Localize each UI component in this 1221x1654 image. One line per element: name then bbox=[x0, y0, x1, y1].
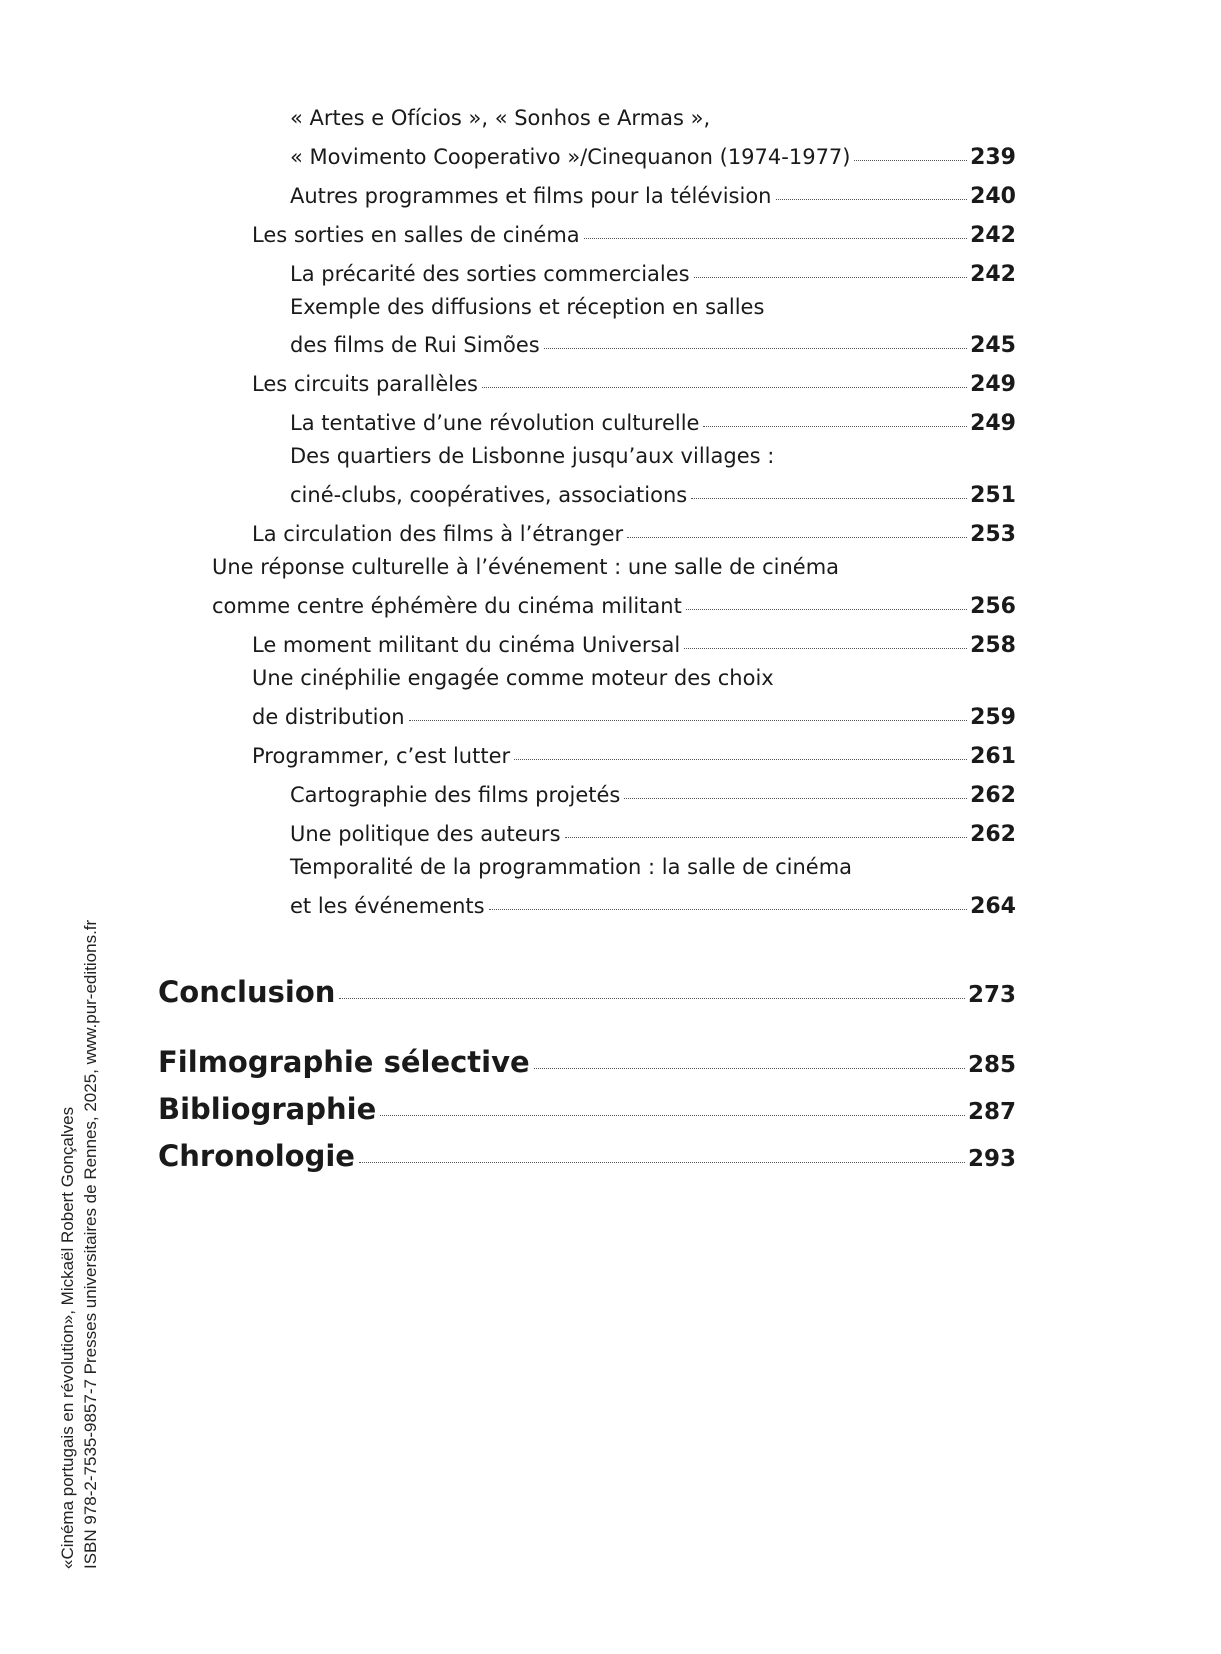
dot-leader bbox=[409, 720, 967, 721]
toc-entry-title: Temporalité de la programmation : la salle de cinéma bbox=[290, 855, 853, 879]
toc-entry bbox=[252, 705, 1016, 730]
toc-entry-title: Les circuits parallèles bbox=[252, 372, 478, 396]
toc-entry bbox=[290, 106, 1016, 130]
toc-entry-title: ciné-clubs, coopératives, associations bbox=[290, 483, 688, 507]
dot-leader bbox=[359, 1162, 965, 1163]
dot-leader bbox=[694, 277, 967, 278]
toc-entry-title: Les sorties en salles de cinéma bbox=[252, 223, 580, 247]
toc-entry-title: Chronologie bbox=[158, 1139, 355, 1173]
toc-entry bbox=[290, 894, 1016, 919]
toc-page-number: 242 bbox=[970, 262, 1016, 287]
toc-entry-title: des films de Rui Simões bbox=[290, 333, 540, 357]
toc-entry bbox=[290, 411, 1016, 436]
toc-page-number: 239 bbox=[970, 145, 1016, 170]
toc-entry-title: Programmer, c’est lutter bbox=[252, 744, 511, 768]
toc-entry-title: La précarité des sorties commerciales bbox=[290, 262, 690, 286]
toc-entry-title: La tentative d’une révolution culturelle bbox=[290, 411, 700, 435]
toc-entry bbox=[290, 333, 1016, 358]
toc-page-number: 259 bbox=[970, 705, 1016, 730]
dot-leader bbox=[627, 537, 967, 538]
dot-leader bbox=[565, 837, 968, 838]
dot-leader bbox=[776, 199, 968, 200]
toc-entry bbox=[290, 855, 1016, 879]
side-note-line-2: ISBN 978-2-7535-9857-7 Presses universitaires de Rennes, 2025, www.pur-editions.fr bbox=[81, 919, 100, 1569]
toc-entry-title: Conclusion bbox=[158, 975, 336, 1009]
dot-leader bbox=[534, 1068, 965, 1069]
toc-entry bbox=[252, 666, 1016, 690]
toc-page-number: 249 bbox=[970, 411, 1016, 436]
side-note-line-1: «Cinéma portugais en révolution», Mickaël Robert Gonçalves bbox=[58, 1106, 77, 1569]
toc-entry-title: Une politique des auteurs bbox=[290, 822, 561, 846]
toc-entry-title: de distribution bbox=[252, 705, 405, 729]
toc-entry-title: « Movimento Cooperativo »/Cinequanon (1974-1977) bbox=[290, 145, 851, 169]
dot-leader bbox=[489, 909, 968, 910]
toc-page-number: 262 bbox=[970, 822, 1016, 847]
dot-leader bbox=[584, 238, 967, 239]
dot-leader bbox=[691, 498, 967, 499]
toc-entry bbox=[290, 783, 1016, 808]
toc-entry-title: La circulation des films à l’étranger bbox=[252, 522, 624, 546]
toc-entry bbox=[290, 184, 1016, 209]
toc-entry-title: « Artes e Ofícios », « Sonhos e Armas », bbox=[290, 106, 711, 130]
dot-leader bbox=[339, 998, 965, 999]
toc-page-number: 293 bbox=[967, 1146, 1016, 1172]
dot-leader bbox=[854, 160, 967, 161]
toc-page-number: 245 bbox=[970, 333, 1016, 358]
toc-page-number: 242 bbox=[970, 223, 1016, 248]
toc-entry-title: Filmographie sélective bbox=[158, 1045, 530, 1079]
toc-entry bbox=[290, 145, 1016, 170]
toc-entry-title: Le moment militant du cinéma Universal bbox=[252, 633, 681, 657]
toc-entry-title: Une cinéphilie engagée comme moteur des choix bbox=[252, 666, 774, 690]
toc-entry bbox=[290, 262, 1016, 287]
toc-entry bbox=[290, 295, 1016, 319]
toc-page-number: 264 bbox=[970, 894, 1016, 919]
toc-entry-major bbox=[158, 1140, 1016, 1173]
toc-page-number: 261 bbox=[970, 744, 1016, 769]
toc-entry bbox=[290, 822, 1016, 847]
toc-entry bbox=[212, 555, 1016, 579]
dot-leader bbox=[482, 387, 967, 388]
toc-entry-title: Autres programmes et films pour la télévision bbox=[290, 184, 772, 208]
toc-page-number: 240 bbox=[970, 184, 1016, 209]
toc-page-number: 251 bbox=[970, 483, 1016, 508]
toc-entry bbox=[290, 444, 1016, 468]
toc-entry bbox=[212, 594, 1016, 619]
toc-entry-title: comme centre éphémère du cinéma militant bbox=[212, 594, 682, 618]
toc-entry-title: Des quartiers de Lisbonne jusqu’aux villages : bbox=[290, 444, 775, 468]
toc-entry bbox=[252, 372, 1016, 397]
toc-page-number: 262 bbox=[970, 783, 1016, 808]
dot-leader bbox=[703, 426, 967, 427]
toc-entry bbox=[252, 522, 1016, 547]
toc-entry-major bbox=[158, 976, 1016, 1009]
toc-entry bbox=[252, 744, 1016, 769]
toc-page-number: 258 bbox=[970, 633, 1016, 658]
toc-page-number: 253 bbox=[970, 522, 1016, 547]
toc-page-number: 287 bbox=[967, 1099, 1016, 1125]
dot-leader bbox=[686, 609, 967, 610]
toc-entry-title: Une réponse culturelle à l’événement : une salle de cinéma bbox=[212, 555, 840, 579]
toc-entry-title: Cartographie des films projetés bbox=[290, 783, 621, 807]
copyright-side-note bbox=[56, 920, 102, 1569]
toc-entry bbox=[252, 633, 1016, 658]
toc-page-number: 285 bbox=[967, 1052, 1016, 1078]
toc-entry bbox=[290, 483, 1016, 508]
toc-entry-title: et les événements bbox=[290, 894, 485, 918]
dot-leader bbox=[684, 648, 967, 649]
toc-page-number: 256 bbox=[970, 594, 1016, 619]
dot-leader bbox=[380, 1115, 965, 1116]
toc-page-number: 249 bbox=[970, 372, 1016, 397]
dot-leader bbox=[544, 348, 967, 349]
toc-entry-major bbox=[158, 1093, 1016, 1126]
toc-page-number: 273 bbox=[967, 982, 1016, 1008]
dot-leader bbox=[624, 798, 967, 799]
toc-entry-title: Exemple des diffusions et réception en salles bbox=[290, 295, 765, 319]
toc-entry bbox=[252, 223, 1016, 248]
toc-entry-major bbox=[158, 1046, 1016, 1079]
toc-entry-title: Bibliographie bbox=[158, 1092, 377, 1126]
dot-leader bbox=[514, 759, 967, 760]
